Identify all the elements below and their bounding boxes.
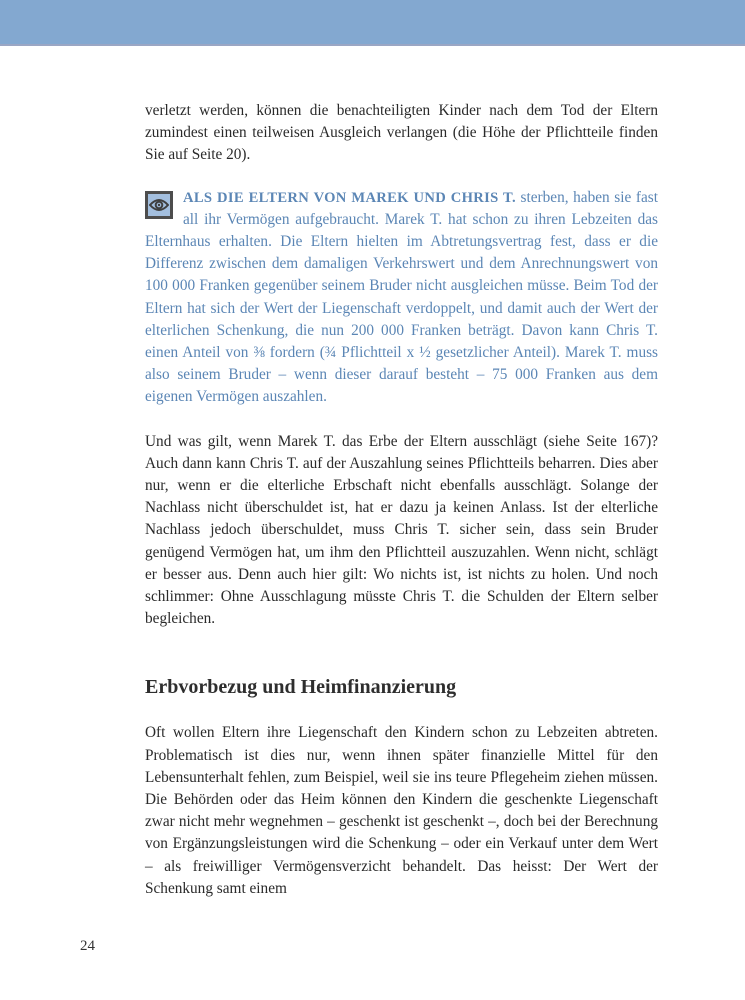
header-band xyxy=(0,0,745,46)
example-text: sterben, haben sie fast all ihr Vermögen aufgebraucht. Marek T. hat schon zu ihren Lebzeiten das Elternhaus erhalten. Die Eltern hielten im Abtretungsvertrag fest, dass er die Differenz zwischen dem damaligen Verkehrswert und dem Anrechnungswert von 100 000 Franken gegenüber seinem Bruder nicht ausgleichen müsse. Beim Tod der Eltern hat sich der Wert der Liegenschaft verdoppelt, und damit auch der Wert der elterlichen Schenkung, die nun 200 000 Franken beträgt. Davon kann Chris T. einen Anteil von ⅜ fordern (¾ Pflichtteil x ½ gesetzlicher Anteil). Marek T. muss also seinem Bruder – wenn dieser darauf besteht – 75 000 Franken aus dem eigenen Vermögen auszahlen. xyxy=(145,188,659,406)
intro-paragraph: verletzt werden, können die benachteiligten Kinder nach dem Tod der Eltern zumindest einen teilweisen Ausgleich verlangen (die Höhe der Pflichtteile finden Sie auf Seite 20). xyxy=(145,102,658,164)
page-content xyxy=(145,100,658,900)
eye-icon xyxy=(145,191,173,219)
section-heading: Erbvorbezug und Heimfinanzierung xyxy=(145,676,457,699)
section-paragraph: Oft wollen Eltern ihre Liegenschaft den Kindern schon zu Lebzeiten abtreten. Problematisch ist dies nur, wenn ihnen später finanzielle Mittel für den Lebensunterhalt fehlen, zum Beispiel, weil sie ins teure Pflegeheim ziehen müssen. Die Behörden oder das Heim können den Kindern die geschenkte Liegenschaft zwar nicht mehr wegnehmen – geschenkt ist geschenkt –, doch bei der Berechnung von Ergänzungsleistungen wird die Schenkung – oder ein Verkauf unter dem Wert – als freiwilliger Vermögensverzicht behandelt. Das heisst: Der Wert der Schenkung samt einem xyxy=(145,724,658,897)
example-box xyxy=(145,187,658,409)
example-paragraph xyxy=(145,187,658,409)
example-lead: ALS DIE ELTERN VON MAREK UND CHRIS T. xyxy=(183,189,516,206)
page-number: 24 xyxy=(80,938,95,954)
body-paragraph: Und was gilt, wenn Marek T. das Erbe der Eltern ausschlägt (siehe Seite 167)? Auch dann kann Chris T. auf der Auszahlung seines Pflichtteils beharren. Dies aber nur, wenn er die elterliche Erbschaft nicht ebenfalls ausschlägt. Solange der Nachlass nicht überschuldet ist, hat er dazu ja keinen Anlass. Ist der elterliche Nachlass jedoch überschuldet, muss Chris T. sicher sein, dass sein Bruder genügend Vermögen hat, um ihm den Pflichtteil auszuzahlen. Wenn nicht, schlägt er besser aus. Denn auch hier gilt: Wo nichts ist, ist nichts zu holen. Und noch schlimmer: Ohne Ausschlagung müsste Chris T. die Schulden der Eltern selber begleichen. xyxy=(145,432,658,628)
